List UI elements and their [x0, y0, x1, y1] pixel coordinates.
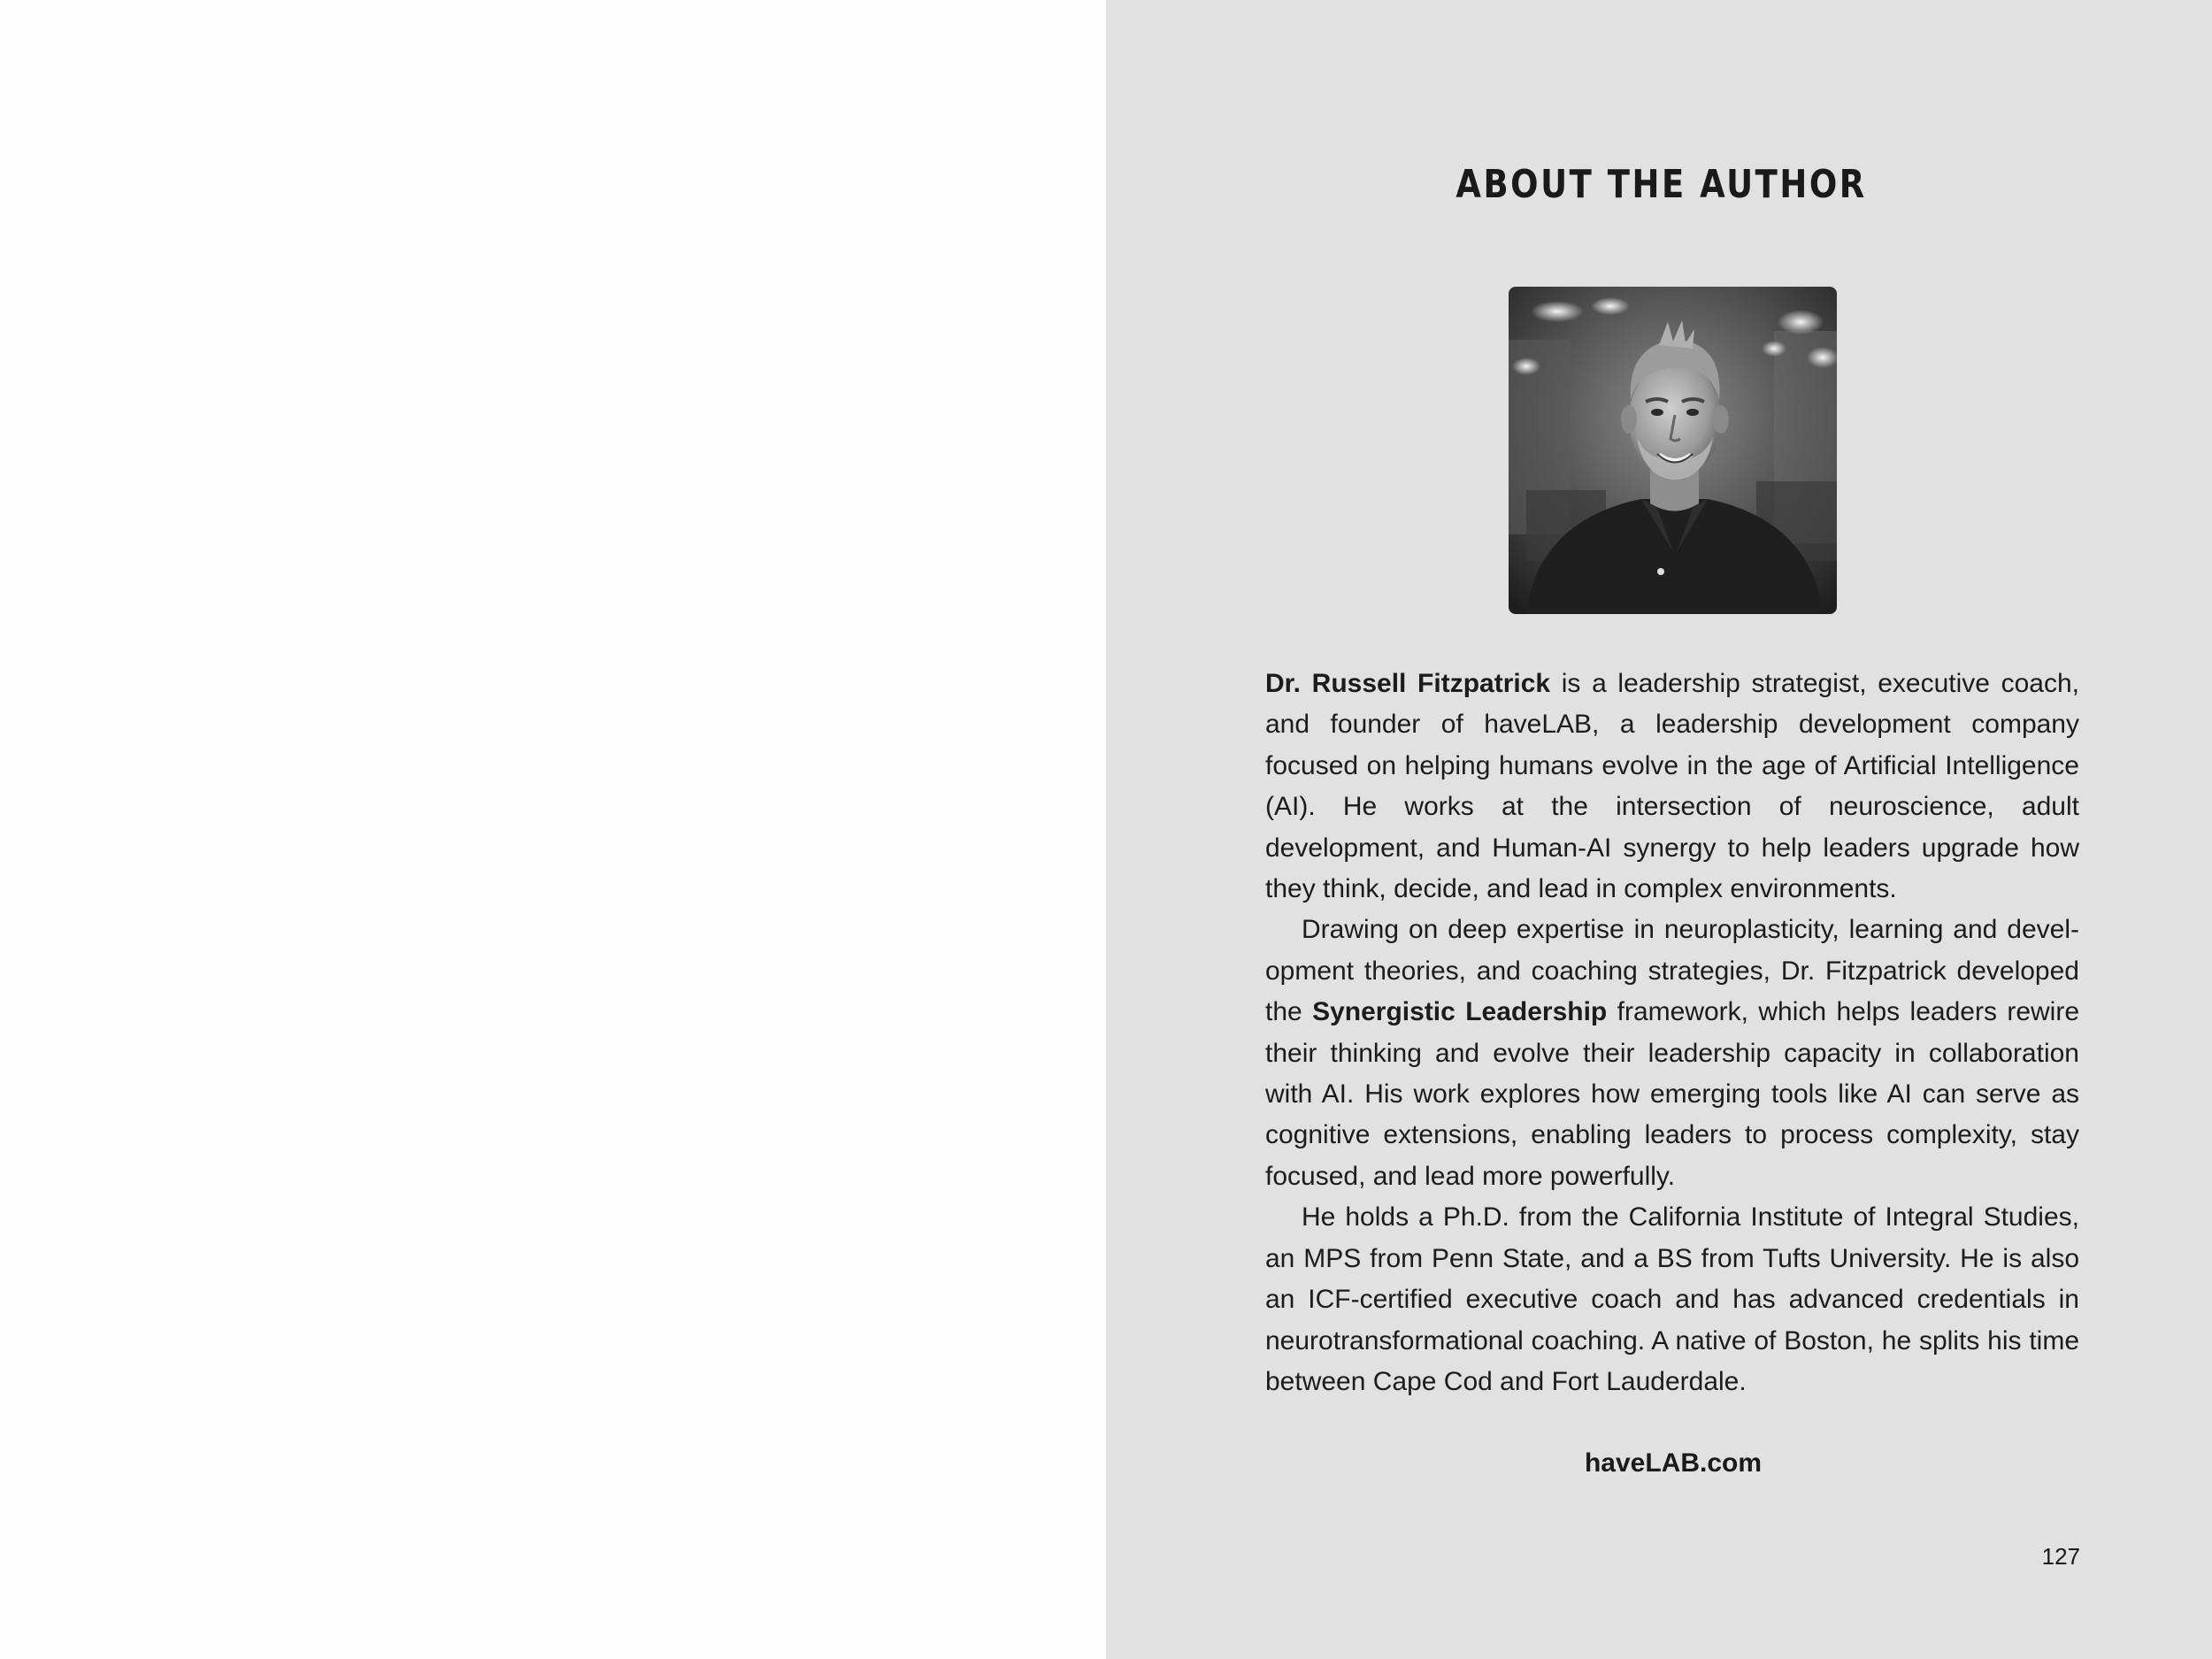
bio-paragraph-2 [1265, 910, 2079, 1197]
framework-name: Synergistic Leadership [1312, 997, 1608, 1027]
bio-paragraph-1 [1265, 664, 2079, 910]
bio-paragraph-3: He holds a Ph.D. from the California Institute of Integral Studies, an MPS from Penn State, and a BS from Tufts University. He is also an ICF-certified executive coach and has advanced credentials in neurotransformational coaching. A native of Boston, he splits his time between Cape Cod and Fort Lauderdale. [1265, 1202, 2079, 1396]
bio-paragraph-1-text: is a leadership strategist, executive coach, and founder of haveLAB, a leadership development company focused on helping humans evolve in the age of Artificial Intelligence (AI). He works at the intersection of neuroscience, adult development, and Human-AI synergy to help leaders upgrade how they think, decide, and lead in complex environments. [1265, 669, 2080, 904]
bio-paragraph-2-after: framework, which helps leaders rewire their thinking and evolve their leadership capacity in collaboration with AI. His work explores how emerging tools like AI can serve as cognitive extensions, enabling leaders to process complexity, stay focused, and lead more powerfully. [1265, 997, 2080, 1191]
author-bio [1265, 664, 2079, 1402]
right-page [1106, 0, 2212, 1659]
author-name: Dr. Russell Fitzpatrick [1265, 669, 1551, 698]
page-number: 127 [2041, 1543, 2080, 1570]
author-photo [1509, 287, 1837, 614]
page-title: ABOUT THE AUTHOR [1455, 162, 1867, 207]
website-link: haveLAB.com [1584, 1448, 1763, 1478]
bio-paragraph-2-before: Drawing on deep expertise in neuroplasticity, learning and development theories, and coaching strategies, Dr. Fitzpatrick developed the [1265, 915, 2079, 1027]
